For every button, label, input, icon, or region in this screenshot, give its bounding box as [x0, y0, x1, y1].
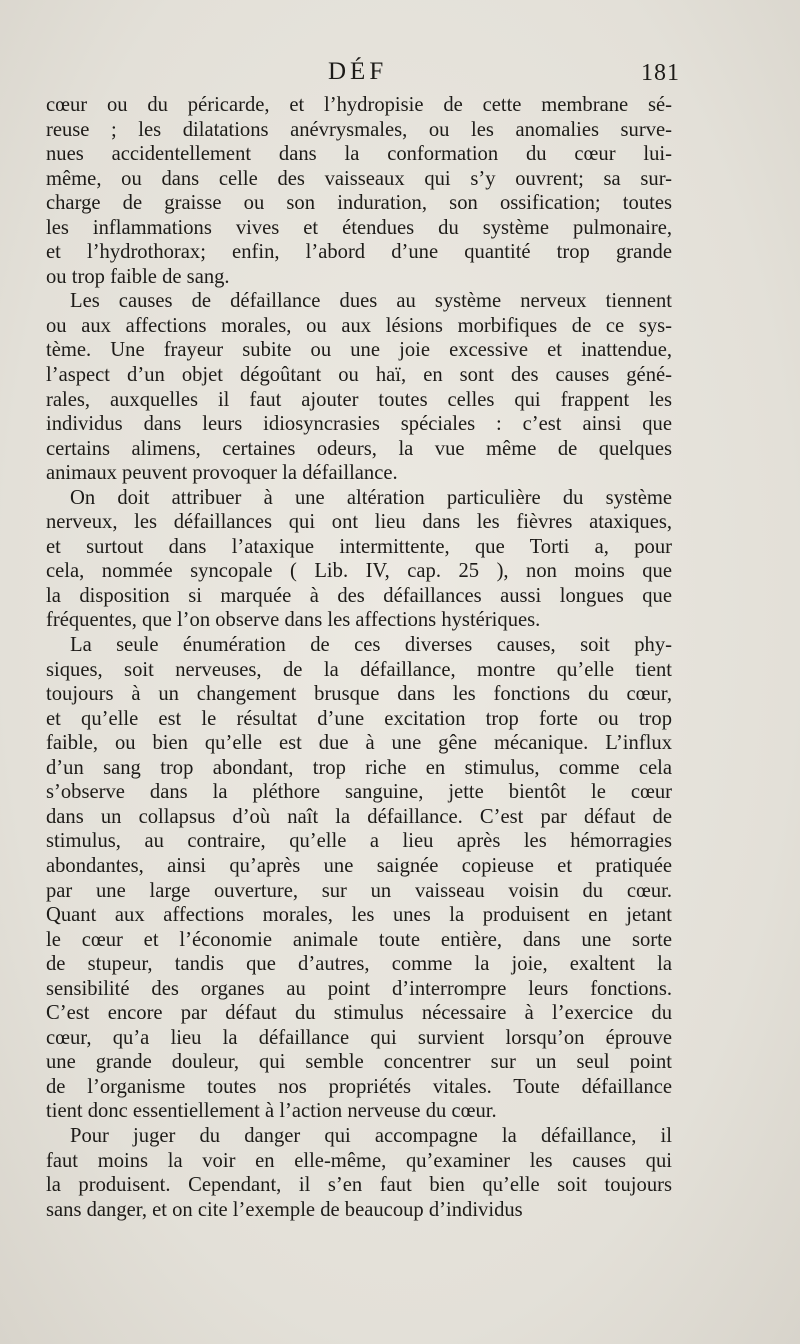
text-line: nerveux, les défaillances qui ont lieu dans les fièvres ataxiques, [46, 511, 672, 534]
text-line: et surtout dans l’ataxique intermittente, que Torti a, pour [46, 535, 672, 558]
text-line: animaux peuvent provoquer la défaillance. [46, 462, 398, 485]
page-number: 181 [641, 60, 680, 86]
text-line: les inflammations vives et étendues du système pulmonaire, [46, 216, 672, 239]
text-line: faible, ou bien qu’elle est due à une gêne mécanique. L’influx [46, 732, 672, 755]
text-line: certains alimens, certaines odeurs, la vue même de quelques [46, 437, 672, 460]
body-text [46, 93, 672, 1222]
text-line: ou aux affections morales, ou aux lésions morbifiques de ce sys- [46, 314, 672, 337]
text-line: cela, nommée syncopale ( Lib. IV, cap. 25 ), non moins que [46, 560, 672, 583]
text-line: une grande douleur, qui semble concentrer sur un seul point [46, 1051, 672, 1074]
text-line: toujours à un changement brusque dans les fonctions du cœur, [46, 683, 672, 706]
paragraph [46, 633, 672, 1124]
text-line: nues accidentellement dans la conformation du cœur lui- [46, 143, 672, 166]
text-line: Quant aux affections morales, les unes la produisent en jetant [46, 904, 672, 927]
text-line: le cœur et l’économie animale toute entière, dans une sorte [46, 928, 672, 951]
text-line: d’un sang trop abondant, trop riche en stimulus, comme cela [46, 756, 672, 779]
text-line: cœur ou du péricarde, et l’hydropisie de cette membrane sé- [46, 94, 672, 116]
text-line: abondantes, ainsi qu’après une saignée copieuse et pratiquée [46, 854, 672, 877]
text-line: et qu’elle est le résultat d’une excitation trop forte ou trop [46, 707, 672, 730]
text-line: Pour juger du danger qui accompagne la défaillance, il [70, 1124, 672, 1147]
text-line: tient donc essentiellement à l’action nerveuse du cœur. [46, 1100, 497, 1123]
text-line: faut moins la voir en elle-même, qu’examiner les causes qui [46, 1149, 672, 1172]
paragraph [46, 93, 672, 289]
text-line: s’observe dans la pléthore sanguine, jette bientôt le cœur [46, 781, 672, 804]
text-line: la disposition si marquée à des défaillances aussi longues que [46, 584, 672, 607]
text-line: dans un collapsus d’où naît la défaillance. C’est par défaut de [46, 805, 672, 828]
text-line: de stupeur, tandis que d’autres, comme la joie, exaltent la [46, 953, 672, 976]
text-line: rales, auxquelles il faut ajouter toutes celles qui frappent les [46, 388, 672, 411]
paragraph [46, 486, 672, 633]
paragraph [46, 1124, 672, 1222]
text-line: ou trop faible de sang. [46, 265, 230, 288]
text-line: Les causes de défaillance dues au système nerveux tiennent [70, 290, 672, 313]
text-line: sensibilité des organes au point d’interrompre leurs fonctions. [46, 977, 672, 1000]
text-line: cœur, qu’a lieu la défaillance qui survient lorsqu’on éprouve [46, 1026, 672, 1049]
text-line: reuse ; les dilatations anévrysmales, ou les anomalies surve- [46, 118, 672, 141]
text-line: On doit attribuer à une altération particulière du système [70, 486, 672, 509]
text-line: La seule énumération de ces diverses causes, soit phy- [70, 634, 672, 657]
text-line: et l’hydrothorax; enfin, l’abord d’une quantité trop grande [46, 241, 672, 264]
text-line: siques, soit nerveuses, de la défaillance, montre qu’elle tient [46, 658, 672, 681]
running-head: DÉF [328, 58, 388, 85]
text-line: sans danger, et on cite l’exemple de beaucoup d’individus [46, 1198, 523, 1221]
text-line: même, ou dans celle des vaisseaux qui s’y ouvrent; sa sur- [46, 167, 672, 190]
text-line: charge de graisse ou son induration, son ossification; toutes [46, 192, 672, 215]
text-line: l’aspect d’un objet dégoûtant ou haï, en sont des causes géné- [46, 364, 672, 387]
text-line: la produisent. Cependant, il s’en faut bien qu’elle soit toujours [46, 1174, 672, 1197]
text-line: C’est encore par défaut du stimulus nécessaire à l’exercice du [46, 1002, 672, 1025]
text-line: stimulus, au contraire, qu’elle a lieu après les hémorragies [46, 830, 672, 853]
text-line: fréquentes, que l’on observe dans les affections hystériques. [46, 609, 541, 632]
page-header [46, 58, 680, 94]
text-line: par une large ouverture, sur un vaisseau voisin du cœur. [46, 879, 672, 902]
text-line: de l’organisme toutes nos propriétés vitales. Toute défaillance [46, 1075, 672, 1098]
paragraph [46, 289, 672, 485]
text-line: tème. Une frayeur subite ou une joie excessive et inattendue, [46, 339, 672, 362]
text-line: individus dans leurs idiosyncrasies spéciales : c’est ainsi que [46, 413, 672, 436]
